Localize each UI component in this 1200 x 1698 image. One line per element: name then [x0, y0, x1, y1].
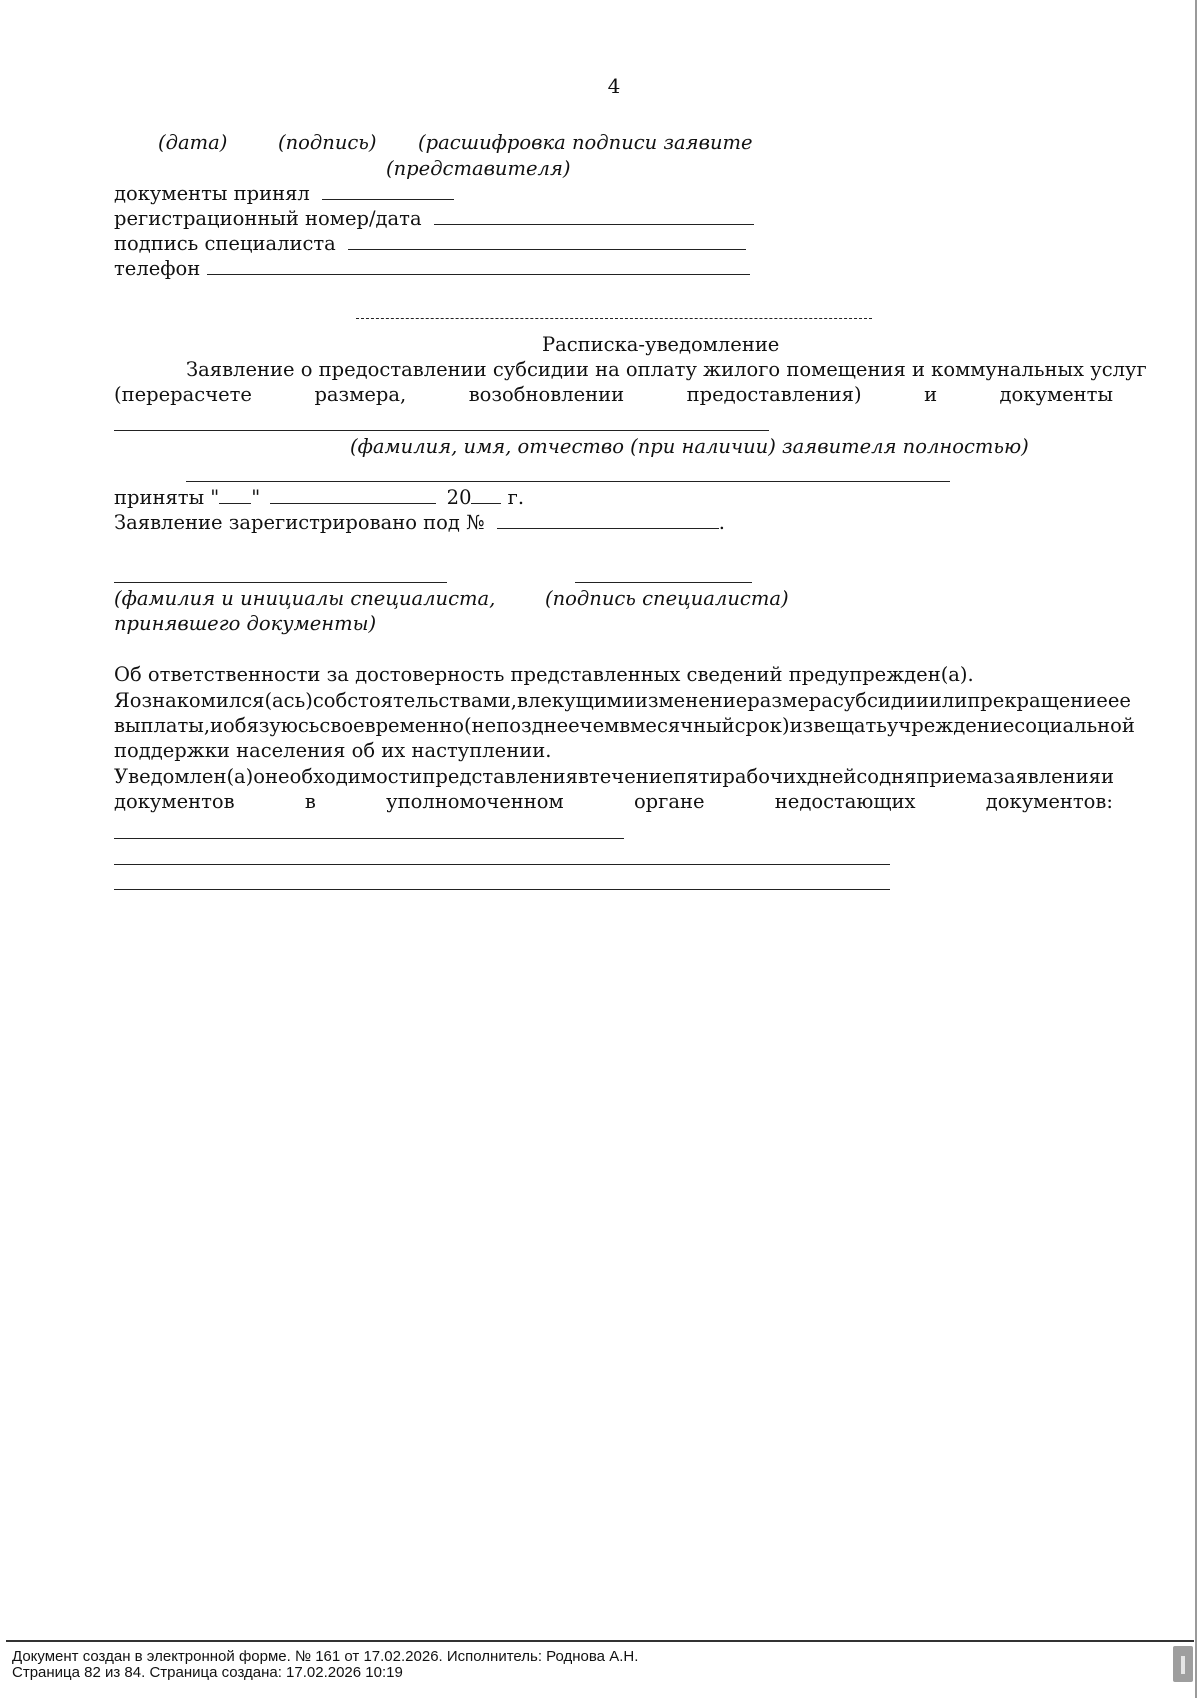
reg-number-blank [434, 206, 754, 225]
specialist-signature-label: подпись специалиста [114, 232, 336, 255]
receipt-title: Расписка-уведомление [542, 333, 780, 356]
specialist-signature-blank-2 [575, 582, 752, 583]
notified-line1-word: дня [879, 765, 917, 788]
page-number: 4 [607, 74, 621, 98]
acquainted-line1-word: Я [114, 689, 130, 712]
page-edge [1195, 0, 1197, 1698]
signature-caption: (подпись) [278, 131, 377, 154]
docs-accepted-field [114, 181, 454, 206]
receipt-statement-line1 [114, 357, 1147, 382]
receipt-statement-text: Заявление о предоставлении субсидии на оплату жилого помещения и коммунальных услуг [186, 358, 1147, 381]
phone-label: телефон [114, 257, 201, 280]
receipt-line2-word: размера, [314, 383, 407, 406]
accepted-quote-close: " [251, 486, 261, 509]
acquainted-line2-word: обязуюсь [223, 714, 320, 737]
acquainted-line2-word: в [619, 714, 631, 737]
acquainted-line2-word: социальной [1014, 714, 1135, 737]
notified-line2-word: уполномоченном [386, 790, 564, 813]
accepted-month-blank [270, 485, 436, 504]
acquainted-line2-word: позднее [496, 714, 580, 737]
acquainted-line1-word: или [928, 689, 968, 712]
missing-docs-blank-2 [114, 864, 890, 865]
specialist-name-caption-2: принявшего документы) [114, 612, 377, 635]
applicant-name-caption: (фамилия, имя, отчество (при наличии) заявителя полностью) [350, 435, 1029, 458]
applicant-name-blank [114, 430, 769, 431]
accepted-date-field [114, 485, 524, 510]
notified-line1-word: и [1100, 765, 1114, 788]
registered-suffix: . [718, 511, 725, 534]
missing-docs-blank-1 [114, 838, 624, 839]
notified-line1-word: пяти [673, 765, 723, 788]
notified-line1-word: в [577, 765, 589, 788]
phone-blank [207, 256, 750, 275]
acquainted-line2-word: (не [464, 714, 497, 737]
registered-prefix: Заявление зарегистрировано под № [114, 511, 485, 534]
accepted-day-blank [219, 485, 251, 504]
notified-line1-word: заявления [993, 765, 1101, 788]
specialist-signature-blank [348, 231, 746, 250]
accepted-prefix: приняты " [114, 486, 220, 509]
acquainted-line1-word: ознакомился(ась) [129, 689, 313, 712]
notified-line1-word: представления [422, 765, 578, 788]
notified-line1-word: необходимости [265, 765, 423, 788]
notified-line2-word: органе [633, 790, 705, 813]
acquainted-line2-word: выплаты, [114, 714, 211, 737]
notified-notice-line1 [114, 764, 1113, 789]
acquainted-line2-word: месячный [630, 714, 735, 737]
receipt-line2-word: (перерасчете [114, 383, 252, 406]
receipt-line2-word: возобновлении [468, 383, 625, 406]
accepted-suffix: г. [501, 486, 525, 509]
notified-line1-word: рабочих [722, 765, 807, 788]
acquainted-line1-word: субсидии [832, 689, 929, 712]
acquainted-line2-word: своевременно [319, 714, 465, 737]
acquainted-line1-word: влекущими [517, 689, 635, 712]
specialist-name-blank [114, 582, 447, 583]
notified-line1-word: приема [916, 765, 994, 788]
acquainted-line2-word: учреждение [886, 714, 1015, 737]
notified-line1-word: дней [806, 765, 857, 788]
acquainted-notice-line3: поддержки населения об их наступлении. [114, 739, 552, 762]
notified-line1-word: о [253, 765, 266, 788]
missing-docs-blank-3 [114, 889, 890, 890]
acquainted-line1-word: обстоятельствами, [323, 689, 518, 712]
acquainted-notice-line1 [114, 688, 1131, 713]
phone-field [114, 256, 750, 281]
notified-line2-word: в [304, 790, 316, 813]
footer-divider [6, 1640, 1194, 1642]
specialist-signature-field [114, 231, 746, 256]
notified-line2-word: недостающих [774, 790, 916, 813]
accepted-year-blank [471, 485, 501, 504]
notified-line2-word: документов: [985, 790, 1113, 813]
notified-line1-word: со [856, 765, 880, 788]
applicant-name-blank-2 [186, 481, 950, 482]
reg-number-field [114, 206, 754, 231]
signature-decoding-caption: (расшифровка подписи заявите [418, 131, 753, 154]
date-caption: (дата) [158, 131, 228, 154]
acquainted-line2-word: срок) [734, 714, 790, 737]
acquainted-line2-word: извещать [789, 714, 887, 737]
acquainted-line1-word: изменение [634, 689, 748, 712]
acquainted-notice-line2 [114, 713, 1135, 738]
responsibility-notice: Об ответственности за достоверность представленных сведений предупрежден(а). [114, 663, 974, 686]
docs-accepted-label: документы принял [114, 182, 310, 205]
acquainted-line2-word: и [210, 714, 224, 737]
footer-page-info: Страница 82 из 84. Страница создана: 17.02.2026 10:19 [12, 1664, 403, 1681]
footer-document-info: Документ создан в электронной форме. № 161 от 17.02.2026. Исполнитель: Роднова А.Н. [12, 1648, 639, 1665]
notified-line2-word: документов [114, 790, 235, 813]
representative-caption: (представителя) [386, 157, 571, 180]
receipt-statement-line2 [114, 382, 1113, 407]
notified-line1-word: Уведомлен(а) [114, 765, 254, 788]
docs-accepted-blank [322, 181, 454, 200]
accepted-year-prefix: 20 [446, 486, 472, 509]
notified-line1-word: течение [588, 765, 674, 788]
specialist-signature-caption: (подпись специалиста) [545, 587, 789, 610]
receipt-line2-word: и [924, 383, 938, 406]
coat-of-arms-icon [1173, 1646, 1193, 1682]
receipt-line2-word: документы [999, 383, 1113, 406]
cut-line [356, 318, 872, 319]
notified-notice-line2 [114, 789, 1113, 814]
acquainted-line1-word: с [312, 689, 324, 712]
registered-field [114, 510, 725, 535]
receipt-line2-word: предоставления) [686, 383, 862, 406]
acquainted-line1-word: прекращение [967, 689, 1108, 712]
acquainted-line2-word: чем [579, 714, 620, 737]
registered-number-blank [497, 510, 719, 529]
reg-number-label: регистрационный номер/дата [114, 207, 422, 230]
acquainted-line1-word: ее [1107, 689, 1131, 712]
acquainted-line1-word: размера [747, 689, 833, 712]
specialist-name-caption: (фамилия и инициалы специалиста, [114, 587, 496, 610]
